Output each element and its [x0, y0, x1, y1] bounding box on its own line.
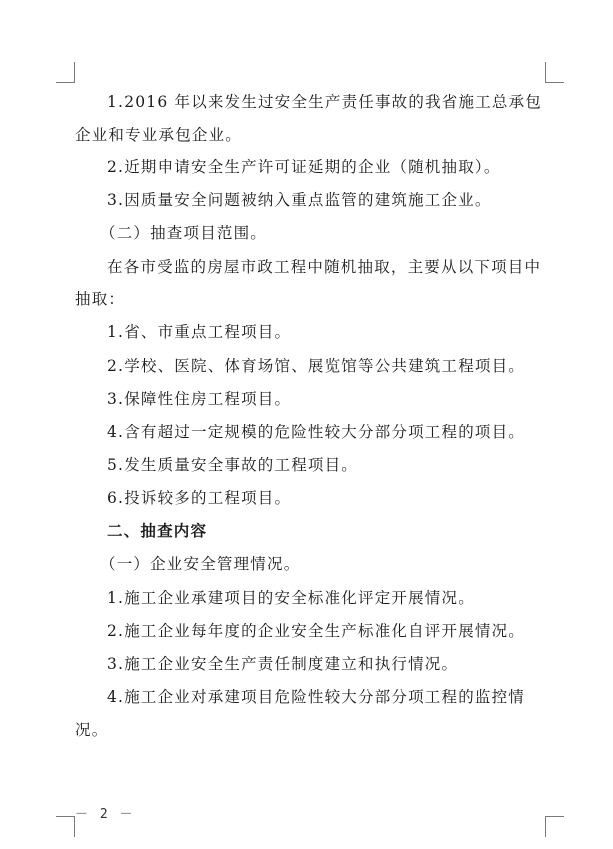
section-heading: 二、抽查内容 — [107, 522, 208, 540]
list-item: 4.施工企业对承建项目危险性较大分部分项工程的监控情 — [107, 688, 525, 706]
paragraph-line: 3.因质量安全问题被纳入重点监管的建筑施工企业。 — [107, 191, 492, 209]
subsection-heading: （一）企业安全管理情况。 — [100, 555, 301, 573]
paragraph-line: 抽取： — [75, 290, 126, 308]
crop-mark-bottom-left — [56, 816, 75, 837]
list-item: 3.保障性住房工程项目。 — [107, 390, 292, 408]
list-item: 1.省、市重点工程项目。 — [107, 323, 292, 341]
list-item: 1.施工企业承建项目的安全标准化评定开展情况。 — [107, 589, 475, 607]
crop-mark-top-left — [56, 62, 75, 83]
subsection-heading: （二）抽查项目范围。 — [100, 224, 268, 242]
paragraph-line: 况。 — [75, 721, 109, 739]
paragraph-line: 1.2016 年以来发生过安全生产责任事故的我省施工总承包 — [107, 93, 542, 111]
list-item: 3.施工企业安全生产责任制度建立和执行情况。 — [107, 655, 459, 673]
crop-mark-top-right — [545, 62, 564, 83]
paragraph-line: 企业和专业承包企业。 — [75, 126, 243, 144]
paragraph-line: 2.近期申请安全生产许可证延期的企业（随机抽取）。 — [107, 158, 501, 176]
list-item: 4.含有超过一定规模的危险性较大分部分项工程的项目。 — [107, 423, 525, 441]
list-item: 5.发生质量安全事故的工程项目。 — [107, 456, 358, 474]
page-number: － 2 － — [75, 807, 135, 822]
list-item: 6.投诉较多的工程项目。 — [107, 489, 292, 507]
list-item: 2.学校、医院、体育场馆、展览馆等公共建筑工程项目。 — [107, 357, 525, 375]
paragraph-line: 在各市受监的房屋市政工程中随机抽取，主要从以下项目中 — [107, 258, 542, 276]
list-item: 2.施工企业每年度的企业安全生产标准化自评开展情况。 — [107, 622, 525, 640]
crop-mark-bottom-right — [545, 816, 564, 837]
